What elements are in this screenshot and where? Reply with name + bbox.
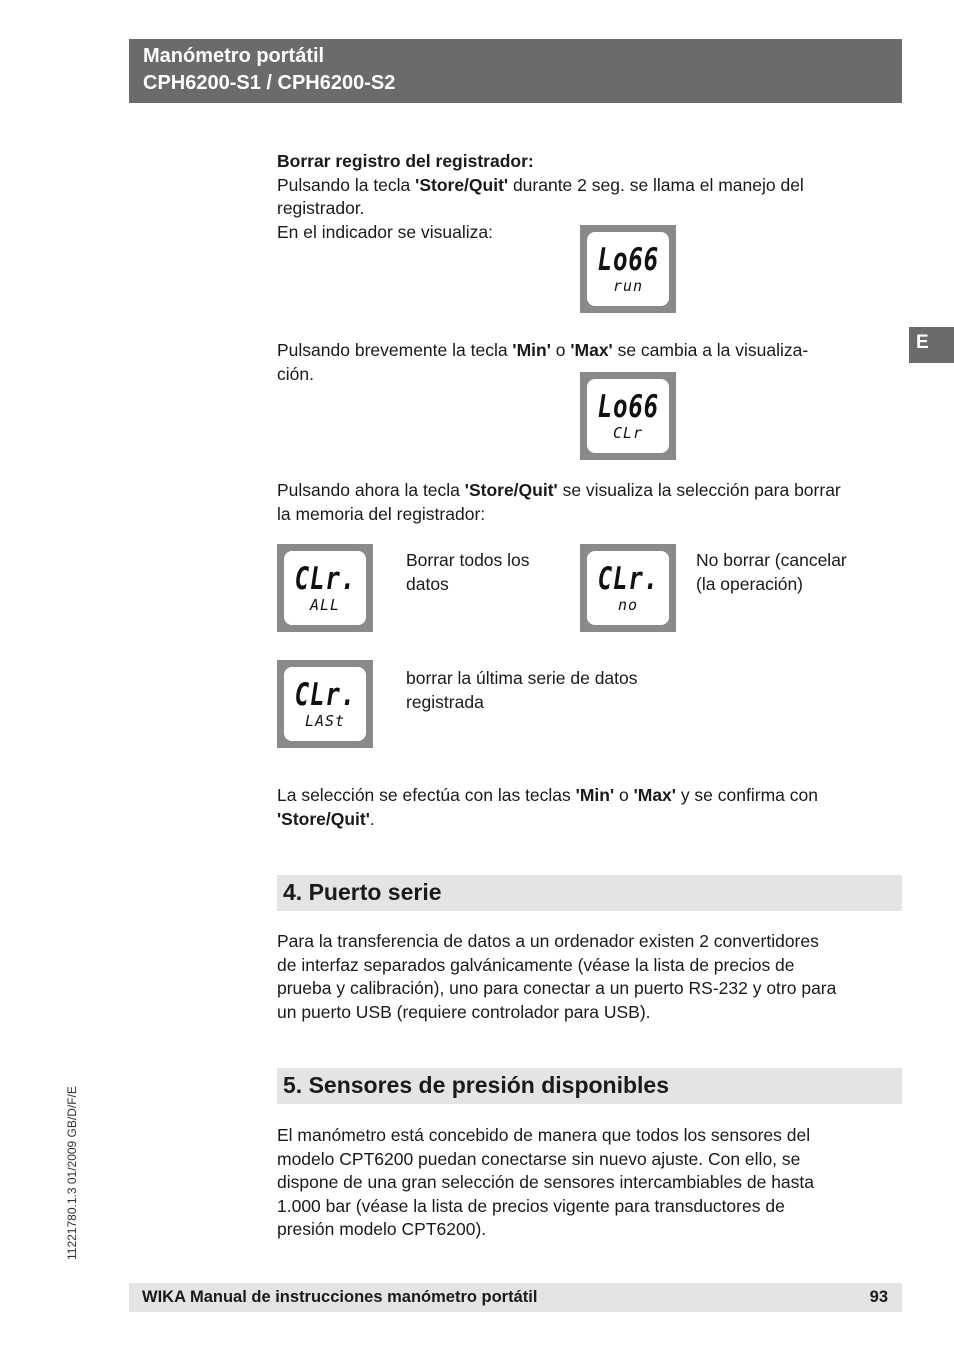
text: prueba y calibración), uno para conectar a un puerto RS-232 y otro para	[277, 978, 837, 998]
lcd-screen	[587, 551, 669, 625]
lcd-sub-text: run	[612, 277, 644, 295]
text: o	[550, 340, 571, 360]
text: No borrar (cancelar	[696, 550, 847, 570]
text: modelo CPT6200 puedan conectarse sin nuevo ajuste. Con ello, se	[277, 1148, 801, 1169]
header-model: CPH6200-S1 / CPH6200-S2	[143, 72, 396, 94]
option-last-desc	[406, 667, 706, 714]
page-footer	[129, 1283, 902, 1312]
text: registrada	[406, 691, 484, 712]
clear-log-p1	[277, 174, 907, 198]
lcd-sub-text: ALL	[309, 596, 341, 614]
lcd-logg-run	[580, 225, 676, 313]
lcd-screen	[284, 667, 366, 741]
lcd-clr-last	[277, 660, 373, 748]
text: En el indicador se visualiza:	[277, 221, 493, 242]
lcd-main-text: CLr.	[597, 561, 659, 597]
lcd-main-text: Lo66	[597, 242, 659, 278]
key-min: 'Min'	[575, 785, 615, 805]
lcd-main-text: CLr.	[294, 561, 356, 597]
section-4-title: 4. Puerto serie	[277, 875, 902, 911]
key-min: 'Min'	[512, 340, 551, 360]
text: Pulsando brevemente la tecla	[277, 340, 513, 360]
section-4-body	[277, 930, 907, 1024]
option-no-desc	[696, 549, 896, 596]
text: durante 2 seg. se llama el manejo del	[508, 174, 804, 195]
lcd-screen	[587, 379, 669, 453]
lcd-sub-text: CLr	[612, 424, 644, 442]
document-code: 11221780.1.3 01/2009 GB/D/F/E	[65, 1086, 79, 1260]
text: Pulsando la tecla	[277, 174, 416, 195]
text: borrar la última serie de datos	[406, 668, 638, 688]
lcd-logg-clr	[580, 372, 676, 460]
text: La selección se efectúa con las teclas	[277, 785, 576, 805]
key-max: 'Max'	[633, 785, 676, 805]
text: .	[369, 808, 375, 829]
text: de interfaz separados galvánicamente (véase la lista de precios de	[277, 954, 795, 975]
lcd-sub-text: no	[617, 596, 639, 614]
language-tab: E	[909, 327, 954, 363]
lcd-main-text: Lo66	[597, 389, 659, 425]
lcd-clr-all	[277, 544, 373, 632]
section-5-body	[277, 1124, 907, 1242]
lcd-main-text: CLr.	[294, 677, 356, 713]
key-store-quit: 'Store/Quit'	[464, 480, 558, 500]
key-store-quit: 'Store/Quit'	[277, 808, 370, 829]
text: registrador.	[277, 198, 365, 218]
text: o	[614, 785, 634, 805]
text: se visualiza la selección para borrar	[557, 480, 841, 500]
text: dispone de una gran selección de sensores intercambiables de hasta	[277, 1172, 815, 1192]
lcd-sub-text: LASt	[304, 712, 346, 730]
header-title: Manómetro portátil	[143, 45, 325, 67]
text: se cambia a la visualiza-	[612, 340, 809, 360]
clear-log-p3	[277, 479, 907, 526]
lcd-screen	[284, 551, 366, 625]
option-all-desc	[406, 549, 576, 596]
page-number: 93	[869, 1288, 888, 1306]
text: Borrar todos los	[406, 550, 530, 570]
text: un puerto USB (requiere controlador para USB).	[277, 1001, 651, 1022]
text: El manómetro está concebido de manera que todos los sensores del	[277, 1125, 811, 1145]
text: Para la transferencia de datos a un ordenador existen 2 convertidores	[277, 931, 819, 951]
text: la memoria del registrador:	[277, 503, 486, 524]
text: ción.	[277, 363, 314, 384]
page-header	[129, 39, 902, 103]
section-5-title: 5. Sensores de presión disponibles	[277, 1068, 902, 1104]
lcd-screen	[587, 232, 669, 306]
key-store-quit: 'Store/Quit'	[415, 174, 509, 195]
clear-log-heading: Borrar registro del registrador:	[277, 151, 534, 171]
text: presión modelo CPT6200).	[277, 1219, 487, 1239]
text: 1.000 bar (véase la lista de precios vigente para transductores de	[277, 1195, 785, 1216]
key-max: 'Max'	[570, 340, 613, 360]
text: Pulsando ahora la tecla	[277, 480, 465, 500]
lcd-clr-no	[580, 544, 676, 632]
text: y se confirma con	[675, 785, 818, 805]
text: (la operación)	[696, 573, 803, 594]
clear-log-p4	[277, 784, 907, 831]
footer-title: WIKA Manual de instrucciones manómetro portátil	[142, 1288, 538, 1306]
text: datos	[406, 573, 449, 594]
